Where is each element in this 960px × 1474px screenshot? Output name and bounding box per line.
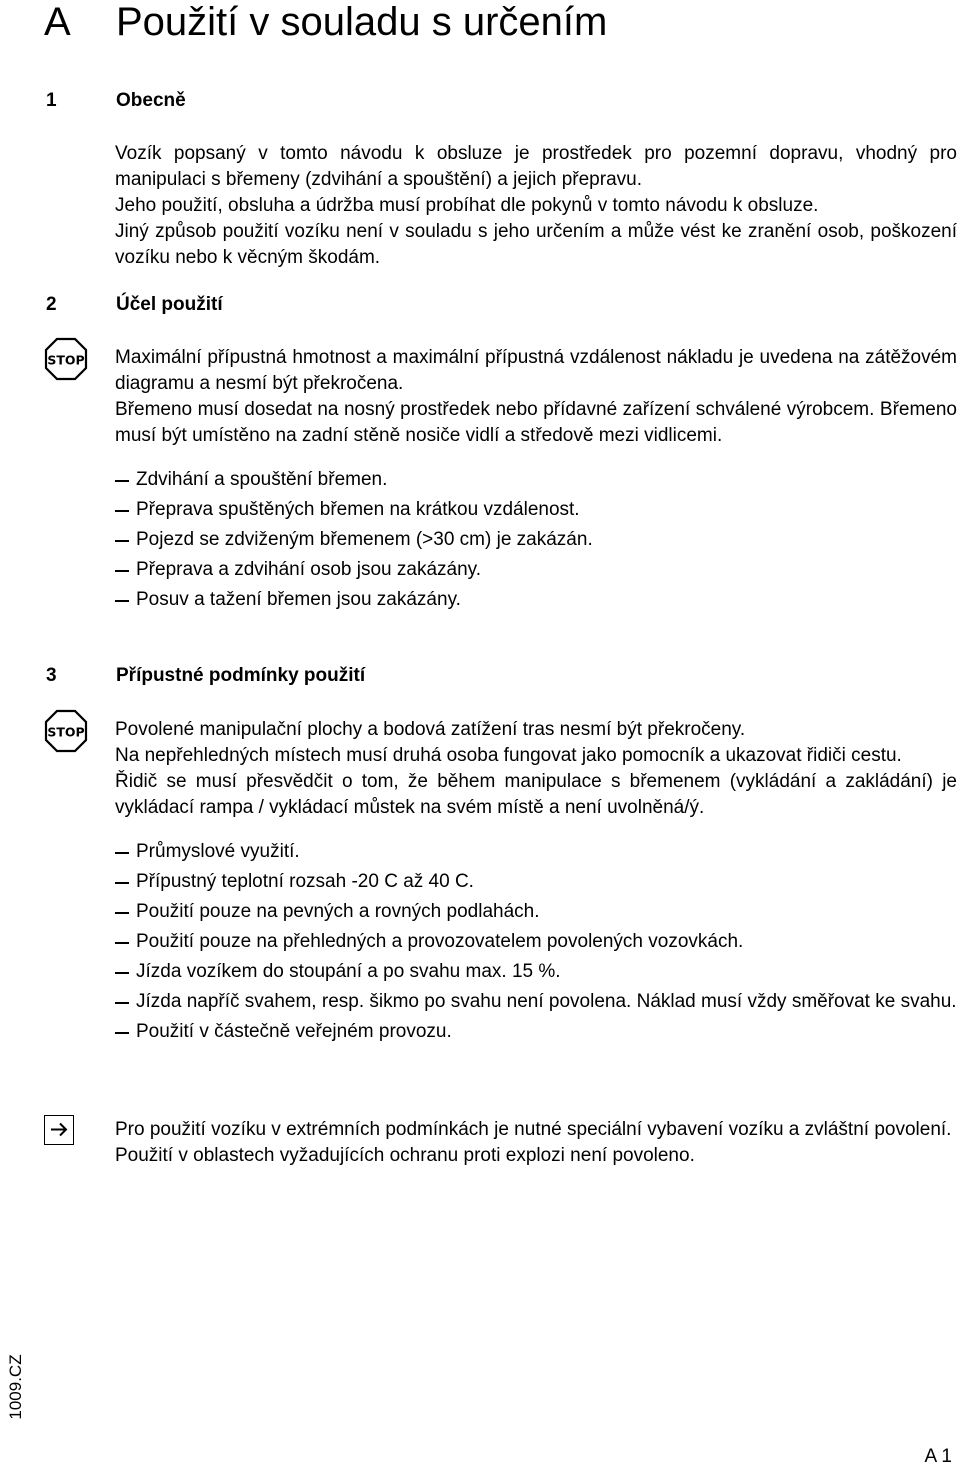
note-body <box>115 1117 957 1169</box>
list-item: Použití v částečně veřejném provozu. <box>115 1019 957 1045</box>
list-item: Jízda napříč svahem, resp. šikmo po svahu není povolena. Náklad musí vždy směřovat ke svahu. <box>115 989 957 1015</box>
section-1-number: 1 <box>46 90 57 111</box>
section-3-body <box>115 717 957 1049</box>
list-item: Zdvihání a spouštění břemen. <box>115 467 957 493</box>
list-item: Pojezd se zdviženým břemenem (>30 cm) je zakázán. <box>115 527 957 553</box>
section-3-title: Přípustné podmínky použití <box>116 665 366 686</box>
paragraph: Na nepřehledných místech musí druhá osoba fungovat jako pomocník a ukazovat řidiči cestu. <box>115 745 902 766</box>
list-item: Posuv a tažení břemen jsou zakázány. <box>115 587 957 613</box>
list-item: Použití pouze na pevných a rovných podlahách. <box>115 899 957 925</box>
paragraph: Jeho použití, obsluha a údržba musí probíhat dle pokynů v tomto návodu k obsluze. <box>115 195 819 216</box>
paragraph: Pro použití vozíku v extrémních podmínkách je nutné speciální vybavení vozíku a zvláštní povolení. <box>115 1119 952 1140</box>
arrow-note-icon <box>44 1115 74 1145</box>
paragraph: Vozík popsaný v tomto návodu k obsluze je prostředek pro pozemní dopravu, vhodný pro manipulaci s břemeny (zdvihání a spouštění) a jejich přepravu. <box>115 143 957 190</box>
list-item: Přeprava spuštěných břemen na krátkou vzdálenost. <box>115 497 957 523</box>
section-3-number: 3 <box>46 665 57 686</box>
list-item: Použití pouze na přehledných a provozovatelem povolených vozovkách. <box>115 929 957 955</box>
chapter-title: Použití v souladu s určením <box>116 0 608 44</box>
svg-text:STOP: STOP <box>47 724 85 740</box>
conditions-list <box>115 839 957 1045</box>
stop-sign-icon <box>44 337 88 381</box>
section-2-number: 2 <box>46 294 57 315</box>
list-item: Průmyslové využití. <box>115 839 957 865</box>
page-number: A 1 <box>924 1446 952 1467</box>
paragraph: Jiný způsob použití vozíku není v souladu s jeho určením a může vést ke zranění osob, poškození vozíku nebo k věcným škodám. <box>115 221 957 268</box>
list-item: Jízda vozíkem do stoupání a po svahu max. 15 %. <box>115 959 957 985</box>
section-2-title: Účel použití <box>116 294 223 315</box>
svg-text:STOP: STOP <box>47 352 85 368</box>
document-code: 1009.CZ <box>6 1354 25 1420</box>
section-1-body <box>115 141 957 271</box>
paragraph: Maximální přípustná hmotnost a maximální přípustná vzdálenost nákladu je uvedena na zátěžovém diagramu a nesmí být překročena. <box>115 347 957 394</box>
paragraph: Povolené manipulační plochy a bodová zatížení tras nesmí být překročeny. <box>115 719 746 740</box>
section-2-body <box>115 345 957 617</box>
section-1-title: Obecně <box>116 90 186 111</box>
paragraph: Řidič se musí přesvědčit o tom, že během manipulace s břemenem (vykládání a zakládání) je vykládací rampa / vykládací můstek na svém místě a není uvolněná/ý. <box>115 771 957 818</box>
paragraph: Břemeno musí dosedat na nosný prostředek nebo přídavné zařízení schválené výrobcem. Břemeno musí být umístěno na zadní stěně nosiče vidlí a středově mezi vidlicemi. <box>115 399 957 446</box>
paragraph: Použití v oblastech vyžadujících ochranu proti explozi není povoleno. <box>115 1145 695 1166</box>
chapter-letter: A <box>44 0 71 44</box>
list-item: Přeprava a zdvihání osob jsou zakázány. <box>115 557 957 583</box>
list-item: Přípustný teplotní rozsah -20 C až 40 C. <box>115 869 957 895</box>
usage-list <box>115 467 957 613</box>
stop-sign-icon <box>44 709 88 753</box>
